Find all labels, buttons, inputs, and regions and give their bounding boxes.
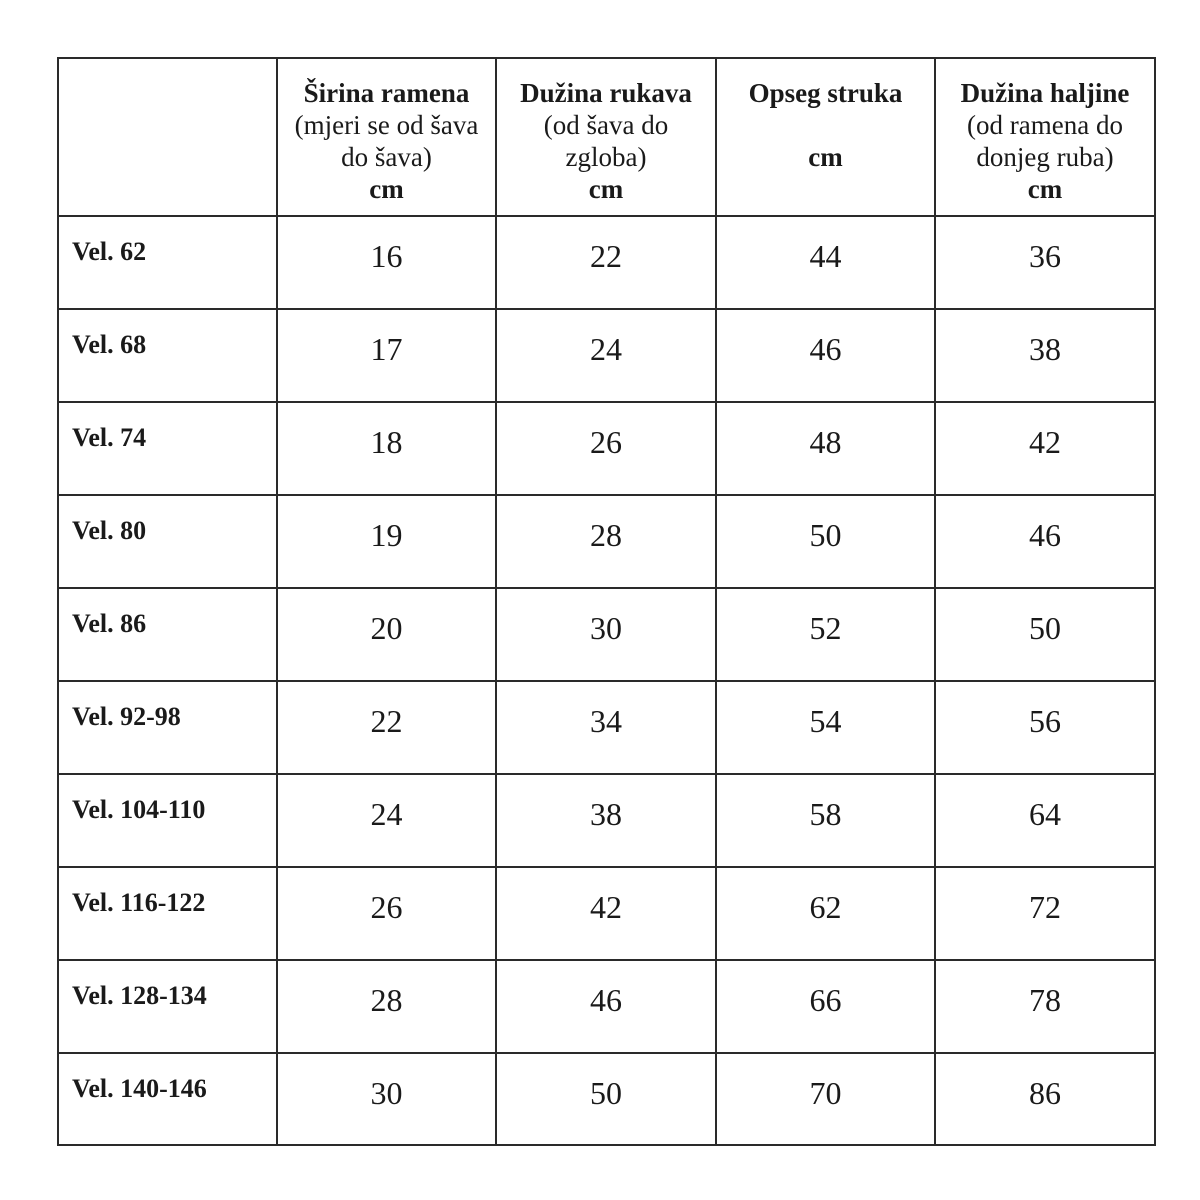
- size-label: Vel. 140-146: [58, 1053, 277, 1145]
- size-label: Vel. 86: [58, 588, 277, 681]
- header-title: Dužina haljine: [960, 78, 1130, 108]
- waist-value: 50: [716, 495, 935, 588]
- dress-length-value: 46: [935, 495, 1155, 588]
- table-row: [58, 960, 1155, 1053]
- header-unit: cm: [588, 174, 624, 204]
- sleeve-length-value: 34: [496, 681, 716, 774]
- dress-length-value: 36: [935, 216, 1155, 309]
- size-label: Vel. 80: [58, 495, 277, 588]
- sleeve-length-value: 22: [496, 216, 716, 309]
- waist-value: 54: [716, 681, 935, 774]
- dress-length-value: 56: [935, 681, 1155, 774]
- waist-value: 62: [716, 867, 935, 960]
- sleeve-length-value: 28: [496, 495, 716, 588]
- table-row: [58, 309, 1155, 402]
- shoulder-width-value: 26: [277, 867, 496, 960]
- table-row: [58, 681, 1155, 774]
- header-title: Opseg struka: [748, 78, 903, 108]
- dress-length-value: 86: [935, 1053, 1155, 1145]
- waist-value: 58: [716, 774, 935, 867]
- shoulder-width-value: 19: [277, 495, 496, 588]
- header-unit: cm: [369, 174, 404, 204]
- shoulder-width-value: 20: [277, 588, 496, 681]
- sleeve-length-value: 30: [496, 588, 716, 681]
- header-row: [58, 58, 1155, 216]
- size-label: Vel. 62: [58, 216, 277, 309]
- table-row: [58, 495, 1155, 588]
- dress-length-value: 78: [935, 960, 1155, 1053]
- table-row: [58, 588, 1155, 681]
- sleeve-length-value: 46: [496, 960, 716, 1053]
- waist-value: 70: [716, 1053, 935, 1145]
- sleeve-length-value: 50: [496, 1053, 716, 1145]
- dress-length-value: 50: [935, 588, 1155, 681]
- waist-value: 44: [716, 216, 935, 309]
- waist-value: 46: [716, 309, 935, 402]
- table-row: [58, 216, 1155, 309]
- header-note-line: (od šava do: [543, 110, 669, 140]
- shoulder-width-value: 30: [277, 1053, 496, 1145]
- size-label: Vel. 92-98: [58, 681, 277, 774]
- shoulder-width-value: 28: [277, 960, 496, 1053]
- header-unit: cm: [808, 142, 843, 172]
- size-label: Vel. 116-122: [58, 867, 277, 960]
- header-note-line: do šava): [341, 142, 432, 172]
- dress-length-value: 38: [935, 309, 1155, 402]
- waist-value: 66: [716, 960, 935, 1053]
- dress-length-value: 42: [935, 402, 1155, 495]
- sleeve-length-value: 42: [496, 867, 716, 960]
- waist-value: 52: [716, 588, 935, 681]
- shoulder-width-value: 17: [277, 309, 496, 402]
- waist-value: 48: [716, 402, 935, 495]
- header-title: Širina ramena: [303, 78, 470, 108]
- sleeve-length-value: 38: [496, 774, 716, 867]
- shoulder-width-value: 16: [277, 216, 496, 309]
- header-unit: cm: [1027, 174, 1063, 204]
- size-label: Vel. 68: [58, 309, 277, 402]
- header-note-line: (mjeri se od šava: [294, 110, 479, 140]
- header-sleeve-length: [496, 58, 716, 216]
- table-row: [58, 774, 1155, 867]
- header-empty-cell: [58, 58, 277, 216]
- table-row: [58, 867, 1155, 960]
- header-note-line: (od ramena do: [967, 110, 1123, 140]
- shoulder-width-value: 18: [277, 402, 496, 495]
- size-label: Vel. 104-110: [58, 774, 277, 867]
- shoulder-width-value: 24: [277, 774, 496, 867]
- sleeve-length-value: 26: [496, 402, 716, 495]
- table-body: [58, 216, 1155, 1145]
- header-note-line: donjeg ruba): [976, 142, 1114, 172]
- header-dress-length: [935, 58, 1155, 216]
- header-title: Dužina rukava: [520, 78, 692, 108]
- table-row: [58, 402, 1155, 495]
- dress-length-value: 72: [935, 867, 1155, 960]
- table-row: [58, 1053, 1155, 1145]
- size-chart-table: [57, 57, 1156, 1146]
- shoulder-width-value: 22: [277, 681, 496, 774]
- size-label: Vel. 74: [58, 402, 277, 495]
- sleeve-length-value: 24: [496, 309, 716, 402]
- size-label: Vel. 128-134: [58, 960, 277, 1053]
- dress-length-value: 64: [935, 774, 1155, 867]
- header-spacer: [717, 109, 934, 141]
- header-note-line: zgloba): [565, 142, 647, 172]
- header-waist-circumference: [716, 58, 935, 216]
- header-shoulder-width: [277, 58, 496, 216]
